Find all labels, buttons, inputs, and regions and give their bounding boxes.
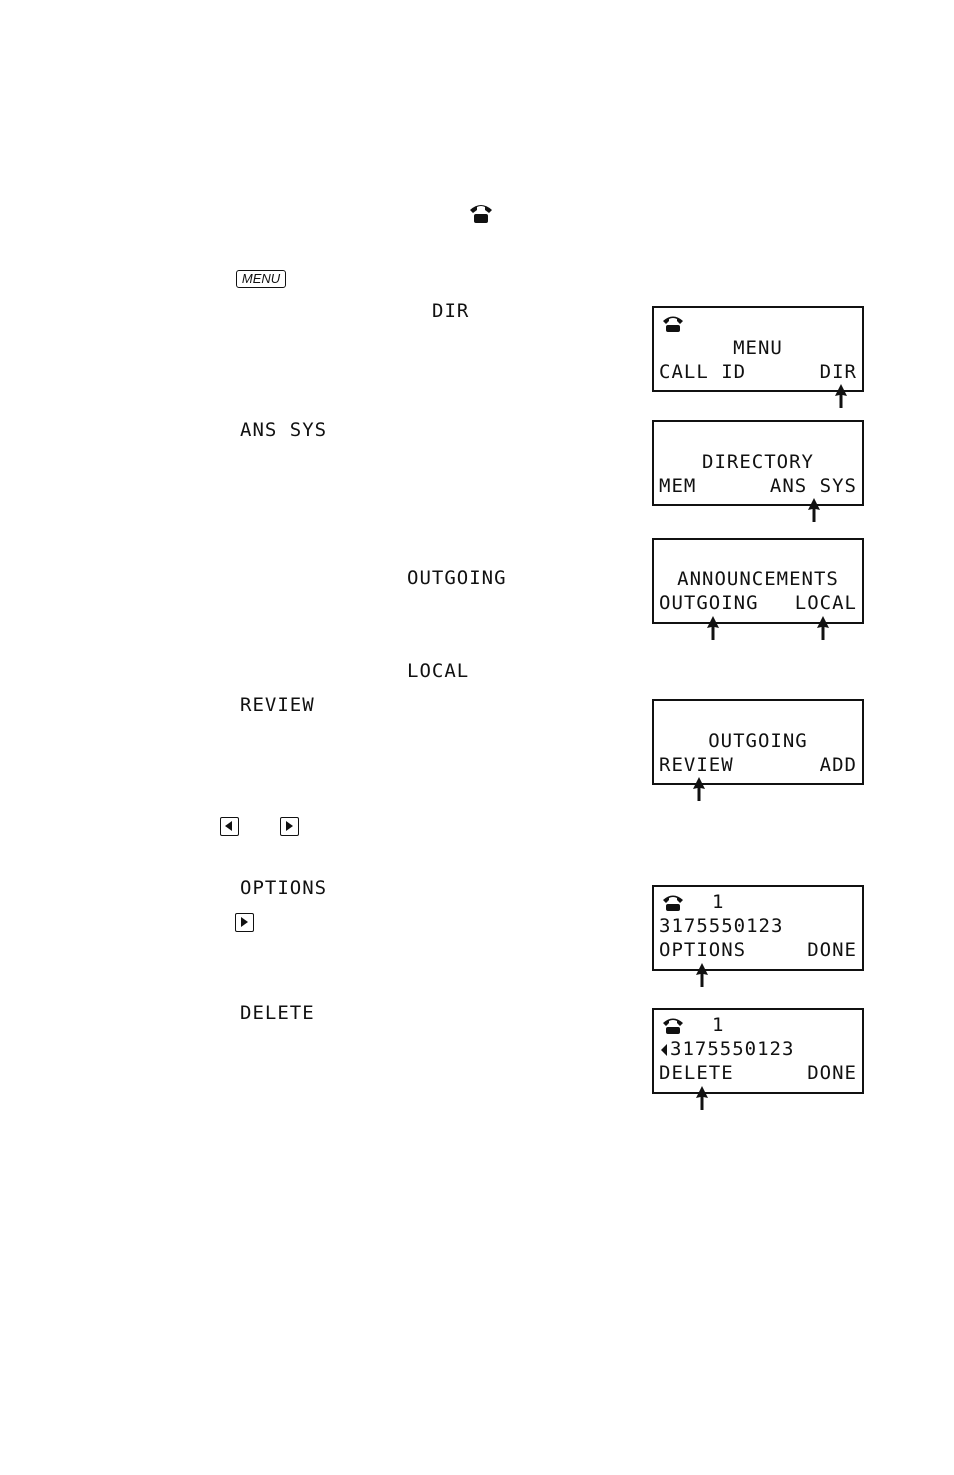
softkey-left-label: CALL ID (659, 361, 747, 383)
softkey-right-label: DIR (819, 361, 857, 383)
outgoing-label: OUTGOING (407, 567, 507, 589)
left-arrow-key-icon (220, 817, 239, 836)
softkey-right-label: DONE (807, 939, 857, 961)
softkey-left-label: REVIEW (659, 754, 734, 776)
menu-key-icon: MENU (236, 270, 286, 288)
right-arrow-key-icon (235, 913, 254, 932)
phone-handset-icon (468, 200, 494, 226)
lcd-screen-options (652, 885, 864, 971)
softkey-right-label: DONE (807, 1062, 857, 1084)
lcd-title: ANNOUNCEMENTS (677, 568, 839, 590)
review-label: REVIEW (240, 694, 315, 716)
pointer-arrow-icon (833, 384, 849, 408)
lcd-screen-announcements (652, 538, 864, 624)
phone-number: 3175550123 (659, 915, 784, 937)
record-index: 1 (712, 1014, 725, 1036)
pointer-arrow-icon (691, 777, 707, 801)
phone-number: 3175550123 (670, 1038, 795, 1060)
delete-label: DELETE (240, 1002, 315, 1024)
pointer-arrow-icon (705, 616, 721, 640)
lcd-screen-menu (652, 306, 864, 392)
lcd-title: OUTGOING (708, 730, 808, 752)
pointer-arrow-icon (806, 498, 822, 522)
lcd-screen-delete (652, 1008, 864, 1094)
pointer-arrow-icon (694, 1086, 710, 1110)
softkey-left-label: MEM (659, 475, 697, 497)
lcd-screen-directory (652, 420, 864, 506)
softkey-left-label: DELETE (659, 1062, 734, 1084)
softkey-right-label: LOCAL (794, 592, 857, 614)
phone-handset-icon (662, 892, 684, 912)
pointer-arrow-icon (694, 963, 710, 987)
lcd-title: DIRECTORY (702, 451, 814, 473)
softkey-right-label: ADD (819, 754, 857, 776)
right-arrow-key-icon (280, 817, 299, 836)
scroll-left-icon (659, 1043, 669, 1057)
local-label: LOCAL (407, 660, 470, 682)
softkey-left-label: OPTIONS (659, 939, 747, 961)
softkey-right-label: ANS SYS (769, 475, 857, 497)
dir-label: DIR (432, 300, 470, 322)
phone-handset-icon (662, 1015, 684, 1035)
record-index: 1 (712, 891, 725, 913)
options-label: OPTIONS (240, 877, 328, 899)
lcd-screen-outgoing (652, 699, 864, 785)
pointer-arrow-icon (815, 616, 831, 640)
ans-sys-label: ANS SYS (240, 419, 328, 441)
softkey-left-label: OUTGOING (659, 592, 759, 614)
lcd-title: MENU (733, 337, 783, 359)
phone-handset-icon (662, 313, 684, 333)
